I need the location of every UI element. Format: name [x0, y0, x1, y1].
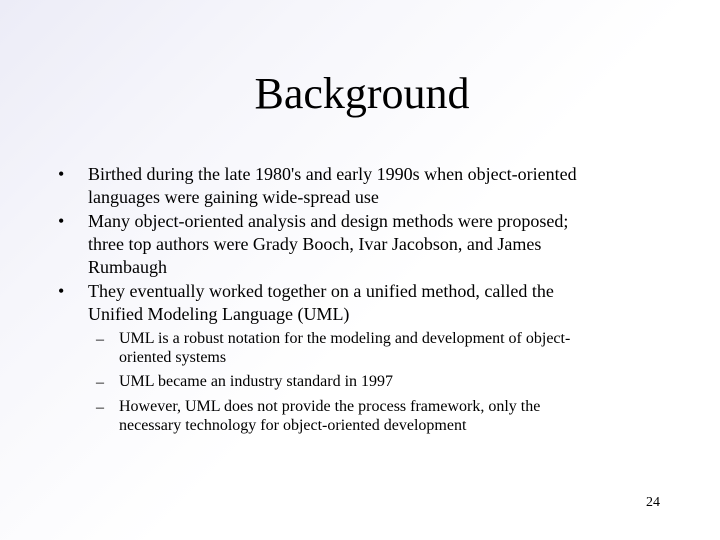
bullet-text	[88, 163, 648, 209]
bullet-line: languages were gaining wide-spread use	[88, 187, 379, 207]
bullet-line: three top authors were Grady Booch, Ivar Jacobson, and James	[88, 234, 542, 254]
bullet-text	[88, 280, 648, 326]
sub-bullet-line: UML is a robust notation for the modeling and development of object-	[119, 330, 571, 347]
bullet-line: They eventually worked together on a unified method, called the	[88, 281, 554, 301]
bullet-text	[88, 210, 648, 279]
sub-bullet-marker: –	[96, 399, 104, 416]
bullet-marker: •	[58, 164, 65, 184]
sub-bullet-text	[119, 372, 639, 391]
sub-bullet-line: UML became an industry standard in 1997	[119, 373, 394, 390]
bullet-marker: •	[58, 281, 65, 301]
bullet-line: Birthed during the late 1980's and early 1990s when object-oriented	[88, 164, 577, 184]
sub-bullet-marker: –	[96, 331, 104, 348]
sub-bullet-text	[119, 397, 639, 435]
sub-bullet-marker: –	[96, 374, 104, 391]
page-number: 24	[646, 495, 660, 510]
bullet-line: Rumbaugh	[88, 257, 167, 277]
sub-bullet-line: oriented systems	[119, 349, 227, 366]
sub-bullet-line: necessary technology for object-oriented development	[119, 417, 467, 434]
bullet-line: Unified Modeling Language (UML)	[88, 304, 350, 324]
bullet-line: Many object-oriented analysis and design methods were proposed;	[88, 211, 569, 231]
bullet-marker: •	[58, 211, 65, 231]
sub-bullet-line: However, UML does not provide the process framework, only the	[119, 398, 541, 415]
slide-title: Background	[254, 69, 470, 118]
sub-bullet-text	[119, 329, 639, 367]
